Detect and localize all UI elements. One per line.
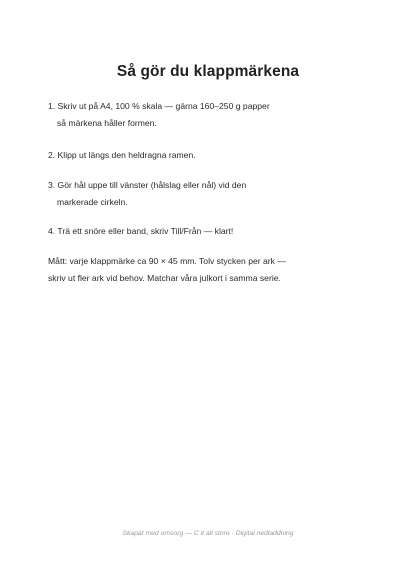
step-3-text: 3. Gör hål uppe till vänster (hålslag eller nål) vid den — [48, 180, 247, 190]
note-line-1: Mått: varje klappmärke ca 90 × 45 mm. Tolv stycken per ark — — [48, 256, 286, 266]
note-line-2: skriv ut fler ark vid behov. Matchar våra julkort i samma serie. — [48, 273, 281, 283]
instruction-step-1 — [48, 98, 378, 132]
page-title: Så gör du klappmärkena — [116, 63, 300, 80]
step-3-continuation: markerade cirkeln. — [57, 197, 128, 207]
page-footer: Skapat med omsorg — C it all store · Digital nedladdning — [122, 530, 294, 537]
instruction-step-3 — [48, 177, 378, 211]
measurement-note — [48, 253, 378, 287]
instruction-step-4 — [48, 223, 378, 240]
instruction-step-2 — [48, 147, 378, 164]
step-1-text: 1. Skriv ut på A4, 100 % skala — gärna 160–250 g papper — [48, 101, 270, 111]
step-1-continuation: så märkena håller formen. — [57, 118, 157, 128]
step-2-text: 2. Klipp ut längs den heldragna ramen. — [48, 150, 196, 160]
step-4-text: 4. Trä ett snöre eller band, skriv Till/Från — klart! — [48, 226, 234, 236]
